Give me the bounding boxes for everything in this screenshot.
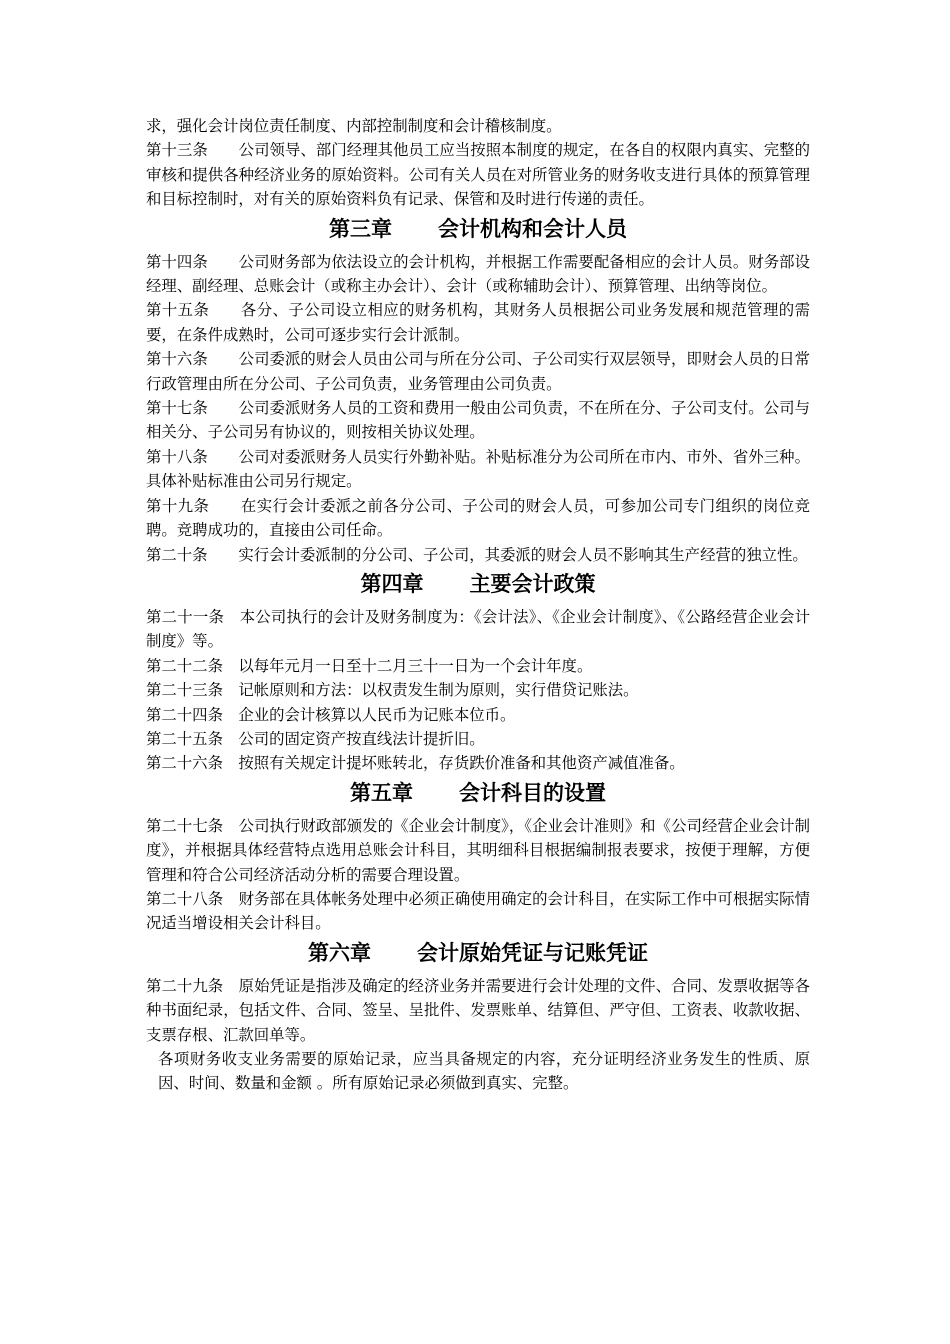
article-29: 第二十九条 原始凭证是指涉及确定的经济业务并需要进行会计处理的文件、合同、发票收据等各种书面纪录，包括文件、合同、签呈、呈批件、发票账单、结算但、严守但、工资表、收款收据、支票存根、汇款回单等。 (146, 976, 810, 1044)
article-21: 第二十一条 本公司执行的会计及财务制度为：《会计法》、《企业会计制度》、《公路经营企业会计制度》等。 (146, 607, 810, 651)
article-22: 第二十二条 以每年元月一日至十二月三十一日为一个会计年度。 (146, 656, 593, 675)
article-20: 第二十条 实行会计委派制的分公司、子公司，其委派的财会人员不影响其生产经营的独立性。 (146, 545, 808, 564)
article-24: 第二十四条 企业的会计核算以人民币为记账本位币。 (146, 705, 516, 724)
article-25: 第二十五条 公司的固定资产按直线法计提折旧。 (146, 729, 485, 748)
article-23: 第二十三条 记帐原则和方法：以权责发生制为原则，实行借贷记账法。 (146, 681, 639, 700)
chapter-3-heading (146, 212, 810, 250)
article-14: 第十四条 公司财务部为依法设立的会计机构，并根据工作需要配备相应的会计人员。财务部设经理、副经理、总账会计（或称主办会计）、会计（或称辅助会计）、预算管理、出纳等岗位。 (146, 252, 810, 296)
chapter-title: 会计原始凭证与记账凭证 (417, 939, 648, 965)
article-26: 第二十六条 按照有关规定计提坏账转北，存货跌价准备和其他资产减值准备。 (146, 754, 685, 773)
article-13: 第十三条 公司领导、部门经理其他员工应当按照本制度的规定，在各自的权限内真实、完整的审核和提供各种经济业务的原始资料。公司有关人员在对所管业务的财务收支进行具体的预算管理和目标控制时，对有关的原始资料负有记录、保管和及时进行传递的责任。 (146, 141, 810, 209)
chapter-5-heading (146, 776, 810, 814)
article-17: 第十七条 公司委派财务人员的工资和费用一般由公司负责，不在所在分、子公司支付。公司与相关分、子公司另有协议的，则按相关协议处理。 (146, 399, 810, 442)
chapter-number: 第三章 (329, 215, 392, 241)
article-15: 第十五条 各分、子公司设立相应的财务机构，其财务人员根据公司业务发展和规范管理的需要，在条件成熟时，公司可逐步实行会计派制。 (146, 301, 810, 344)
chapter-number: 第四章 (360, 570, 424, 596)
chapter-title: 会计机构和会计人员 (438, 215, 627, 241)
chapter-title: 主要会计政策 (469, 570, 596, 596)
chapter-6-heading (146, 936, 810, 974)
document-body (146, 114, 810, 1096)
chapter-number: 第六章 (308, 939, 371, 965)
article-27: 第二十七条 公司执行财政部颁发的《企业会计制度》，《企业会计准则》和《公司经营企业会计制度》，并根据具体经营特点选用总账会计科目，其明细科目根据编制报表要求，按便于理解，方便管理和符合公司经济活动分析的需要合理设置。 (146, 816, 810, 884)
article-19: 第十九条 在实行会计委派之前各分公司、子公司的财会人员，可参加公司专门组织的岗位竞聘。竞聘成功的，直接由公司任命。 (146, 496, 810, 540)
article-28: 第二十八条 财务部在具体帐务处理中必须正确使用确定的会计科目，在实际工作中可根据实际情况适当增设相关会计科目。 (146, 889, 810, 933)
paragraph-fragment: 求，强化会计岗位责任制度、内部控制制度和会计稽核制度。 (146, 117, 562, 135)
article-29-paragraph-2: 各项财务收支业务需要的原始记录，应当具备规定的内容，充分证明经济业务发生的性质、原因、时间、数量和金额 。所有原始记录必须做到真实、完整。 (158, 1050, 810, 1093)
chapter-4-heading (146, 567, 810, 605)
chapter-title: 会计科目的设置 (459, 779, 606, 805)
article-18: 第十八条 公司对委派财务人员实行外勤补贴。补贴标准分为公司所在市内、市外、省外三种。具体补贴标准由公司另行规定。 (146, 447, 810, 491)
chapter-number: 第五章 (350, 779, 413, 805)
article-16: 第十六条 公司委派的财会人员由公司与所在分公司、子公司实行双层领导，即财会人员的日常行政管理由所在分公司、子公司负责，业务管理由公司负责。 (146, 350, 810, 393)
